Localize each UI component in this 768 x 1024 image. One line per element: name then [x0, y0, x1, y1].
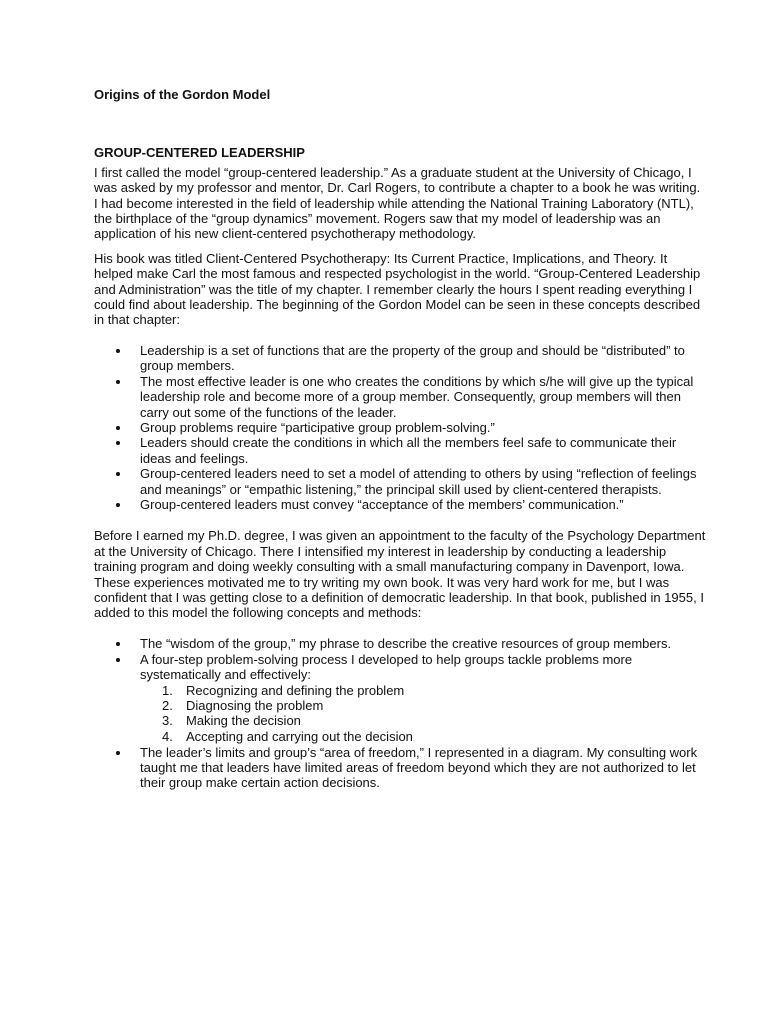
list-item-text: Leadership is a set of functions that are the property of the group and should be “distributed” to group members. [140, 342, 685, 374]
concepts-list [94, 343, 706, 512]
bullet-icon [116, 642, 120, 646]
paragraph-book: His book was titled Client-Centered Psychotherapy: Its Current Practice, Implications, and Theory. It helped make Carl the most famous and respected psychologist in the world. “Group-Centered Leadership and Administration” was the title of my chapter. I remember clearly the hours I spent reading everything I could find about leadership. The beginning of the Gordon Model can be seen in these concepts described in that chapter: [94, 250, 701, 328]
list-item [94, 343, 706, 374]
bullet-icon [116, 658, 120, 662]
step-number: 3. [162, 713, 173, 729]
step-item [140, 683, 706, 698]
list-item [94, 497, 706, 512]
section-heading: GROUP-CENTERED LEADERSHIP [94, 145, 305, 161]
list-item [94, 636, 706, 651]
list-item-text: Group-centered leaders need to set a model of attending to others by using “reflection of feelings and meanings” or “empathic listening,” the principal skill used by client-centered therapists. [140, 466, 697, 497]
steps-list [140, 683, 706, 745]
list-item [94, 420, 706, 435]
step-item [140, 713, 706, 728]
list-item-text: Group problems require “participative group problem-solving.” [140, 419, 495, 435]
step-text: Accepting and carrying out the decision [186, 728, 413, 744]
list-item-text: Leaders should create the conditions in which all the members feel safe to communicate their ideas and feelings. [140, 435, 677, 466]
list-item-text: A four-step problem-solving process I developed to help groups tackle problems more systematically and effectively: [140, 651, 633, 683]
list-item [94, 745, 706, 791]
step-item [140, 698, 706, 713]
list-item-text: The most effective leader is one who creates the conditions by which s/he will give up the typical leadership role and become more of a group member. Consequently, group members will then carry out some of the functions of the leader. [140, 373, 694, 420]
list-item [94, 466, 706, 497]
bullet-icon [116, 472, 120, 476]
list-item-text: The leader’s limits and group’s “area of freedom,” I represented in a diagram. My consulting work taught me that leaders have limited areas of freedom beyond which they are not authorized to let their group make certain action decisions. [140, 744, 698, 791]
methods-list [94, 636, 706, 791]
step-text: Making the decision [186, 713, 301, 729]
paragraph-intro: I first called the model “group-centered leadership.” As a graduate student at the University of Chicago, I was asked by my professor and mentor, Dr. Carl Rogers, to contribute a chapter to a book he was writing. I had become interested in the field of leadership while attending the National Training Laboratory (NTL), the birthplace of the “group dynamics” movement. Rogers saw that my model of leadership was an application of his new client-centered psychotherapy methodology. [94, 164, 701, 242]
bullet-icon [116, 426, 120, 430]
list-item-text: Group-centered leaders must convey “acceptance of the members’ communication.” [140, 496, 624, 512]
document-title: Origins of the Gordon Model [94, 87, 271, 102]
bullet-icon [116, 349, 120, 353]
bullet-icon [116, 441, 120, 445]
bullet-icon [116, 751, 120, 755]
list-item [94, 374, 706, 420]
step-text: Diagnosing the problem [186, 697, 324, 713]
step-number: 2. [162, 697, 173, 713]
list-item-text: The “wisdom of the group,” my phrase to describe the creative resources of group members. [140, 635, 672, 651]
step-number: 1. [162, 682, 173, 698]
step-number: 4. [162, 728, 173, 744]
document-page [94, 87, 706, 791]
list-item [94, 652, 706, 744]
bullet-icon [116, 380, 120, 384]
list-item [94, 435, 706, 466]
paragraph-phd: Before I earned my Ph.D. degree, I was given an appointment to the faculty of the Psychology Department at the University of Chicago. There I intensified my interest in leadership by conducting a leadership training program and doing weekly consulting with a small manufacturing company in Davenport, Iowa. These experiences motivated me to try writing my own book. It was very hard work for me, but I was confident that I was getting close to a definition of democratic leadership. In that book, published in 1955, I added to this model the following concepts and methods: [94, 528, 706, 621]
bullet-icon [116, 503, 120, 507]
step-text: Recognizing and defining the problem [186, 682, 405, 698]
step-item [140, 729, 706, 744]
